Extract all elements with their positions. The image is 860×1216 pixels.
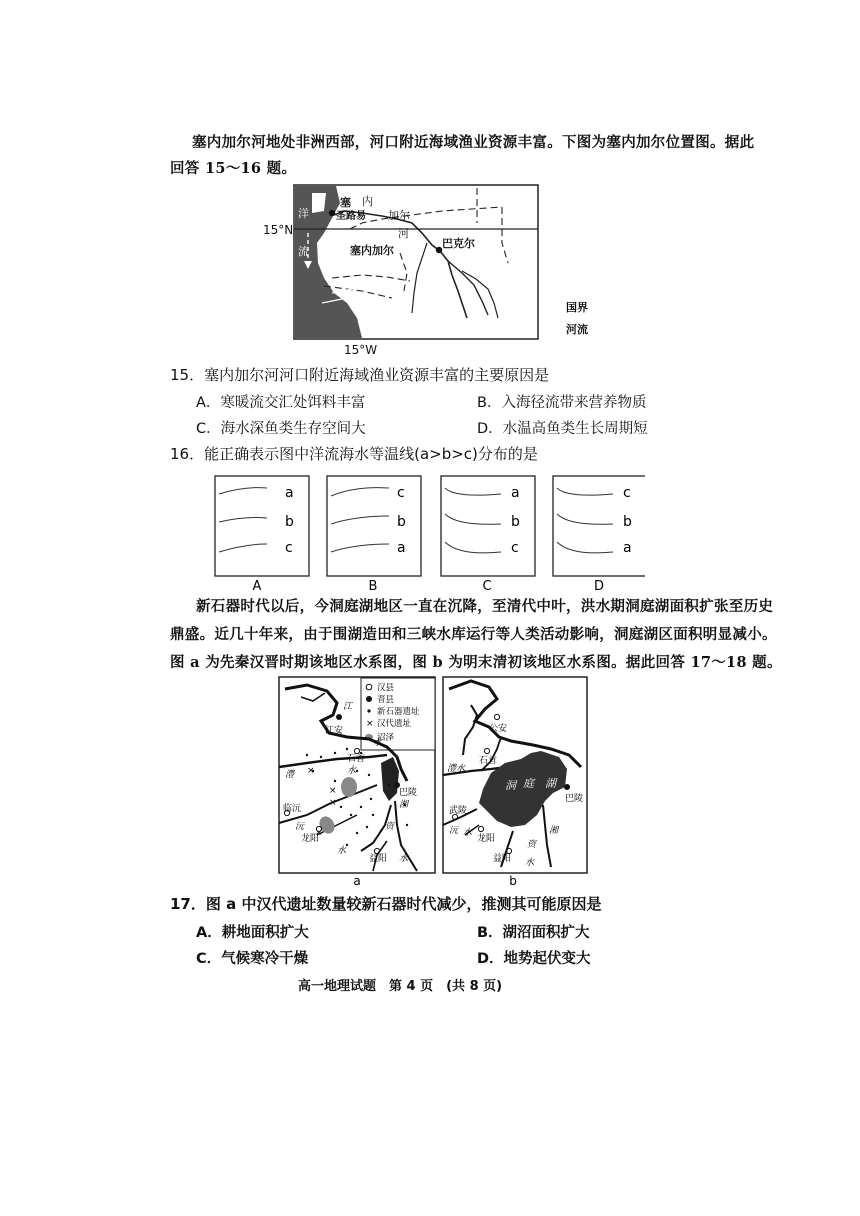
svg-text:新石器遗址: 新石器遗址 [377,707,420,717]
svg-text:江: 江 [343,702,353,712]
q17-stem: 17．图 a 中汉代遗址数量较新石器时代减少，推测其可能原因是 [170,895,602,913]
isotherm-diagrams [205,472,645,594]
svg-text:巴陵: 巴陵 [565,794,584,804]
svg-text:水: 水 [525,858,535,868]
svg-text:沅: 沅 [449,826,459,836]
q15-option-c[interactable]: C．海水深鱼类生存空间大 [196,421,366,437]
lat-label: 15°N [263,223,294,237]
intro2-line1: 新石器时代以后，今洞庭湖地区一直在沉降，至清代中叶，洪水期洞庭湖面积扩张至历史 [196,598,774,615]
svg-text:b: b [285,514,294,530]
svg-text:×: × [329,786,337,796]
svg-text:庭: 庭 [523,777,534,790]
svg-text:洞: 洞 [505,779,516,792]
svg-text:沅: 沅 [295,822,305,832]
svg-text:晋县: 晋县 [377,695,395,705]
svg-text:湘: 湘 [399,800,409,810]
svg-text:加尔: 加尔 [388,209,410,222]
svg-text:澧水: 澧水 [447,764,466,774]
intro1-line1: 塞内加尔河地处非洲西部，河口附近海域渔业资源丰富。下图为塞内加尔位置图。据此 [192,134,755,151]
svg-text:水: 水 [337,846,347,856]
svg-text:B: B [368,579,378,594]
q15-option-b[interactable]: B．入海径流带来营养物质 [477,395,647,411]
diagram-c[interactable] [441,476,535,594]
svg-text:武陵: 武陵 [449,806,468,816]
svg-text:a: a [285,485,294,501]
svg-text:a: a [397,540,406,556]
svg-text:江安: 江安 [325,726,344,736]
q17-option-b[interactable]: B．湖沼面积扩大 [477,925,590,941]
svg-text:×: × [329,798,337,808]
q17-option-d[interactable]: D．地势起伏变大 [477,951,591,967]
svg-text:湖: 湖 [545,777,556,790]
svg-text:汉代遗址: 汉代遗址 [377,719,412,729]
senegal-map [262,183,562,358]
svg-text:河: 河 [398,227,409,240]
svg-text:公安: 公安 [489,724,508,734]
svg-text:a: a [511,485,520,501]
svg-text:湘: 湘 [549,826,559,836]
page-footer: 高一地理试题 第 4 页 (共 8 页) [298,979,503,994]
q15-stem: 15．塞内加尔河河口附近海域渔业资源丰富的主要原因是 [170,366,550,384]
svg-text:塞: 塞 [340,196,351,209]
svg-text:临沅: 临沅 [283,804,302,814]
intro2-line2: 鼎盛。近几十年来，由于围湖造田和三峡水库运行等人类活动影响，洞庭湖区面积明显减小。 [170,626,777,643]
svg-text:资: 资 [385,822,395,832]
q17-option-a[interactable]: A．耕地面积扩大 [196,925,309,941]
diagram-b[interactable] [327,476,421,594]
q15-option-a[interactable]: A．寒暖流交汇处饵料丰富 [196,395,366,411]
svg-text:圣路易: 圣路易 [336,211,366,222]
svg-text:C: C [482,579,492,594]
svg-text:c: c [397,485,405,501]
svg-text:×: × [307,766,315,776]
diagram-d[interactable] [553,476,645,594]
svg-text:内: 内 [362,195,373,208]
country-label: 塞内加尔 [350,244,394,257]
caption-a: a [353,874,361,887]
legend-river-label: 河流 [566,323,588,336]
svg-text:水: 水 [373,738,383,748]
svg-text:益阳: 益阳 [493,854,512,864]
q16-stem: 16．能正确表示图中洋流海水等温线(a>b>c)分布的是 [170,445,538,463]
saint-louis-dot [329,210,335,216]
svg-text:×: × [315,828,323,838]
q17-option-c[interactable]: C．气候寒冷干燥 [196,951,309,967]
svg-text:石首: 石首 [347,754,366,764]
intro1-line2: 回答 15～16 题。 [170,160,297,177]
caption-b: b [509,874,517,887]
svg-text:资: 资 [527,840,537,850]
intro2-line3: 图 a 为先秦汉晋时期该地区水系图，图 b 为明末清初该地区水系图。据此回答 17～18 题。 [170,654,782,671]
svg-text:水: 水 [347,766,357,776]
svg-text:b: b [511,514,520,530]
map-b [441,675,591,887]
svg-text:c: c [285,540,293,556]
svg-text:D: D [593,579,605,594]
svg-text:c: c [623,485,631,501]
svg-text:龙阳: 龙阳 [301,834,320,844]
svg-text:b: b [623,514,632,530]
svg-text:A: A [252,579,262,594]
map-a [277,675,437,887]
svg-text:c: c [511,540,519,556]
diagram-a[interactable] [215,476,309,594]
legend-border-label: 国界 [566,301,588,314]
svg-text:沼泽: 沼泽 [377,733,395,743]
svg-text:龙阳: 龙阳 [477,834,496,844]
svg-text:水: 水 [399,854,409,864]
svg-text:石首: 石首 [479,756,498,766]
svg-text:澧: 澧 [285,770,295,780]
svg-text:汉县: 汉县 [377,683,395,693]
q15-option-d[interactable]: D．水温高鱼类生长周期短 [477,421,648,437]
svg-text:水: 水 [463,828,473,838]
bakel-label: 巴克尔 [442,237,475,250]
ocean-label-2: 流 [298,245,309,258]
svg-text:×: × [366,719,374,729]
svg-text:a: a [623,540,632,556]
lon-label: 15°W [344,343,378,357]
svg-text:益阳: 益阳 [369,854,388,864]
ocean-label-1: 洋 [298,207,309,220]
svg-text:巴陵: 巴陵 [399,788,418,798]
svg-text:b: b [397,514,406,530]
